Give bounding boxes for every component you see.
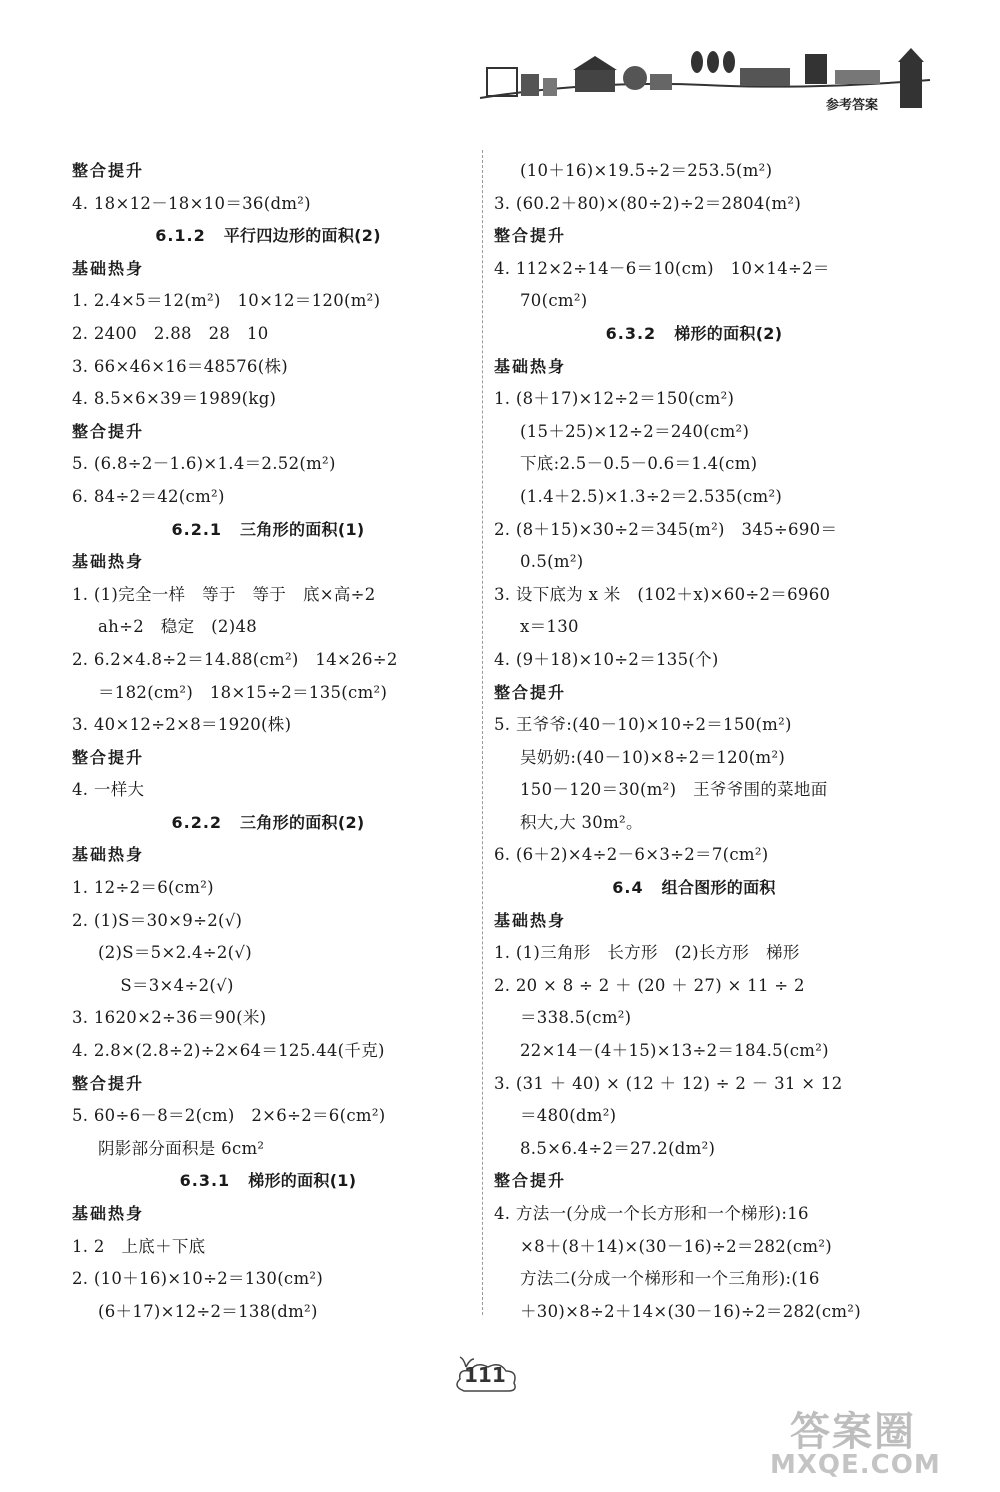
section-heading [72, 514, 464, 547]
answer-line: 1. 12÷2＝6(cm²) [72, 878, 214, 898]
answer-line: 方法二(分成一个梯形和一个三角形):(16 [520, 1269, 820, 1289]
heading-title: 三角形的面积(1) [240, 519, 365, 539]
answer-line: 2. (10＋16)×10÷2＝130(cm²) [72, 1269, 324, 1289]
left-column [72, 155, 464, 1328]
heading-title: 平行四边形的面积(2) [223, 226, 381, 246]
section-heading [72, 220, 464, 253]
answer-line: 1. 2.4×5＝12(m²) 10×12＝120(m²) [72, 291, 381, 311]
answer-line: x＝130 [520, 617, 579, 637]
answer-line: 5. 王爷爷:(40－10)×10÷2＝150(m²) [494, 715, 792, 735]
header-label: 参考答案 [826, 98, 879, 113]
section-heading [72, 807, 464, 840]
answer-line: (1.4＋2.5)×1.3÷2＝2.535(cm²) [520, 486, 783, 506]
answer-line: 1. 2 上底＋下底 [72, 1236, 206, 1256]
answer-line: 1. (1)三角形 长方形 (2)长方形 梯形 [494, 943, 800, 963]
answer-line: 5. 60÷6－8＝2(cm) 2×6÷2＝6(cm²) [72, 1106, 386, 1126]
answer-line: (15＋25)×12÷2＝240(cm²) [520, 421, 750, 441]
right-column [494, 155, 894, 1328]
subsection-label: 基础热身 [494, 356, 567, 376]
heading-number: 6.3.1 [179, 1171, 231, 1191]
answer-line: 3. (31 ＋ 40) × (12 ＋ 12) ÷ 2 － 31 × 12 [494, 1073, 843, 1093]
answer-line: 4. 方法一(分成一个长方形和一个梯形):16 [494, 1204, 809, 1223]
watermark-sub: MXQE.COM [770, 1450, 941, 1480]
answer-line: 下底:2.5－0.5－0.6＝1.4(cm) [520, 454, 758, 474]
heading-title: 梯形的面积(1) [248, 1171, 357, 1191]
answer-line: (2)S＝5×2.4÷2(√) [98, 943, 252, 963]
section-heading [494, 872, 894, 905]
answer-line: 3. (60.2＋80)×(80÷2)÷2＝2804(m²) [494, 193, 802, 213]
answer-line: 8.5×6.4÷2＝27.2(dm²) [520, 1138, 716, 1158]
answer-line: ＝182(cm²) 18×15÷2＝135(cm²) [98, 682, 388, 702]
watermark-main: 答案圈 [790, 1409, 916, 1455]
answer-line: 2. (1)S＝30×9÷2(√) [72, 910, 243, 930]
answer-line: ＝480(dm²) [520, 1106, 617, 1126]
answer-line: 22×14－(4＋15)×13÷2＝184.5(cm²) [520, 1041, 829, 1061]
section-heading [494, 318, 894, 351]
answer-line: 积大,大 30m²。 [520, 812, 643, 832]
heading-number: 6.4 [612, 878, 644, 898]
answer-line: 3. 40×12÷2×8＝1920(株) [72, 715, 292, 735]
heading-title: 三角形的面积(2) [240, 812, 365, 832]
subsection-label: 整合提升 [494, 1171, 567, 1191]
answer-line: 2. 6.2×4.8÷2＝14.88(cm²) 14×26÷2 [72, 649, 398, 669]
subsection-label: 整合提升 [494, 226, 567, 246]
subsection-label: 基础热身 [72, 845, 145, 865]
answer-line: 2. 20 × 8 ÷ 2 ＋ (20 ＋ 27) × 11 ÷ 2 [494, 975, 805, 995]
section-heading [72, 1165, 464, 1198]
subsection-label: 基础热身 [72, 552, 145, 572]
page-number-text: 111 [464, 1363, 506, 1387]
answer-line: 4. 8.5×6×39＝1989(kg) [72, 389, 277, 409]
answer-line: 4. 一样大 [72, 780, 145, 800]
answer-line: (6＋17)×12÷2＝138(dm²) [98, 1301, 318, 1321]
answer-line: 吴奶奶:(40－10)×8÷2＝120(m²) [520, 747, 786, 767]
subsection-label: 整合提升 [72, 161, 145, 180]
answer-line: 2. 2400 2.88 28 10 [72, 323, 269, 343]
answer-line: 3. 设下底为 x 米 (102＋x)×60÷2＝6960 [494, 584, 831, 604]
answer-line: 3. 66×46×16＝48576(株) [72, 356, 288, 376]
answer-line: 4. 18×12－18×10＝36(dm²) [72, 193, 311, 213]
page-number [452, 1355, 522, 1395]
subsection-label: 整合提升 [494, 682, 567, 702]
watermark [770, 1398, 995, 1488]
answer-line: ＋30)×8÷2＋14×(30－16)÷2＝282(cm²) [520, 1301, 861, 1321]
answer-line: ah÷2 稳定 (2)48 [98, 617, 258, 637]
heading-title: 梯形的面积(2) [674, 323, 783, 343]
answer-line: 4. (9＋18)×10÷2＝135(个) [494, 649, 719, 669]
answer-line: 70(cm²) [520, 291, 588, 311]
answer-line: 6. 84÷2＝42(cm²) [72, 486, 225, 506]
answer-line: 0.5(m²) [520, 552, 584, 572]
heading-title: 组合图形的面积 [661, 878, 776, 898]
subsection-label: 整合提升 [72, 421, 145, 441]
heading-number: 6.3.2 [605, 323, 657, 343]
answer-line: 150－120＝30(m²) 王爷爷围的菜地面 [520, 780, 828, 800]
answer-line: S＝3×4÷2(√) [98, 975, 234, 995]
answer-line: 4. 2.8×(2.8÷2)÷2×64＝125.44(千克) [72, 1041, 385, 1061]
subsection-label: 基础热身 [72, 1204, 145, 1223]
answer-line: 3. 1620×2÷36＝90(米) [72, 1008, 267, 1028]
heading-number: 6.2.2 [171, 812, 223, 832]
answer-line: 1. (1)完全一样 等于 等于 底×高÷2 [72, 584, 376, 604]
answer-line: ×8＋(8＋14)×(30－16)÷2＝282(cm²) [520, 1236, 832, 1256]
answer-line: ＝338.5(cm²) [520, 1008, 632, 1028]
answer-line: 5. (6.8÷2－1.6)×1.4＝2.52(m²) [72, 454, 336, 474]
answer-line: (10＋16)×19.5÷2＝253.5(m²) [520, 161, 773, 180]
subsection-label: 基础热身 [72, 258, 145, 278]
heading-number: 6.2.1 [171, 519, 223, 539]
heading-number: 6.1.2 [155, 226, 206, 246]
answer-line: 6. (6＋2)×4÷2－6×3÷2＝7(cm²) [494, 845, 769, 865]
subsection-label: 整合提升 [72, 747, 145, 767]
column-divider [482, 150, 483, 1315]
answer-line: 阴影部分面积是 6cm² [98, 1138, 265, 1158]
subsection-label: 整合提升 [72, 1073, 145, 1093]
answer-line: 4. 112×2÷14－6＝10(cm) 10×14÷2＝ [494, 258, 830, 278]
answer-line: 2. (8＋15)×30÷2＝345(m²) 345÷690＝ [494, 519, 838, 539]
answer-line: 1. (8＋17)×12÷2＝150(cm²) [494, 389, 735, 409]
subsection-label: 基础热身 [494, 910, 567, 930]
